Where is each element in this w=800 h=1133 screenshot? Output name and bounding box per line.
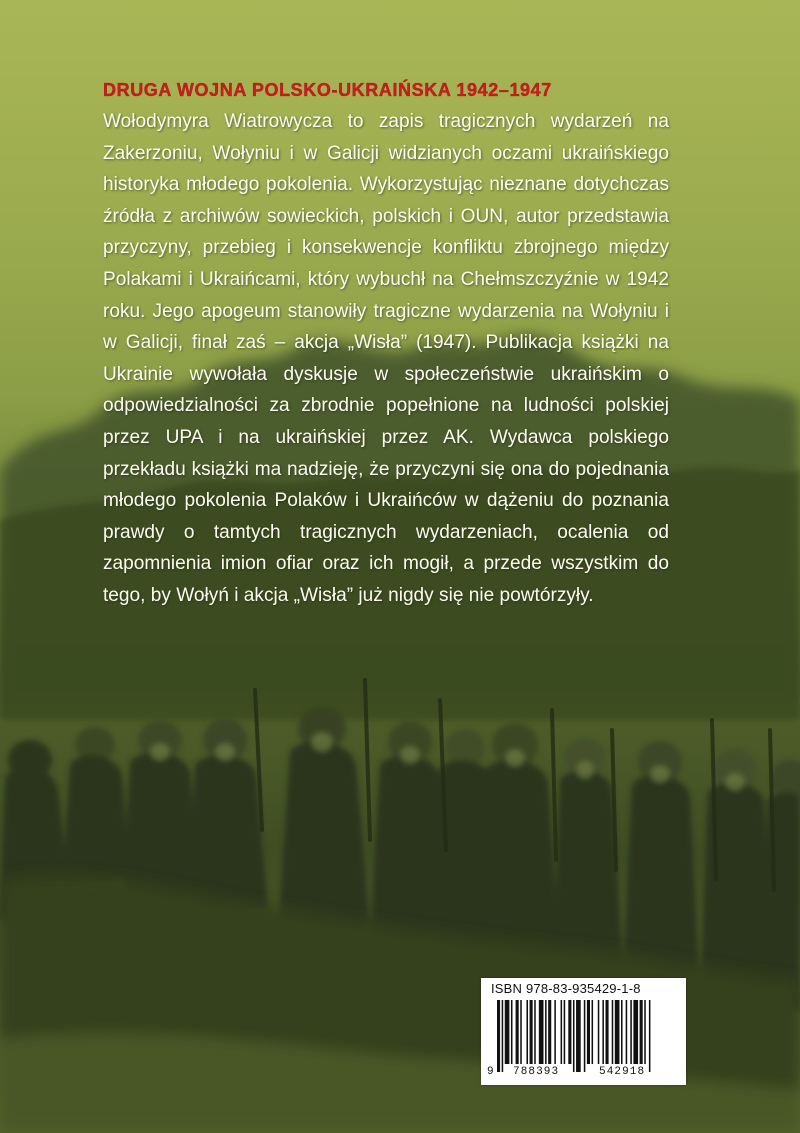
barcode-bars [481, 978, 686, 1085]
barcode-bar [545, 1000, 547, 1064]
barcode-bar [615, 1000, 620, 1064]
barcode-bar [626, 1000, 628, 1064]
barcode-bar [592, 1000, 594, 1064]
barcode-bar [602, 1000, 604, 1064]
barcode-bar [516, 1000, 519, 1064]
barcode-bar [644, 1000, 646, 1064]
barcode-bar [568, 1000, 571, 1064]
barcode-bar [633, 1000, 638, 1064]
barcode-bar [561, 1000, 563, 1064]
barcode-bar [598, 1000, 600, 1064]
barcode-bar [573, 1000, 575, 1072]
isbn-barcode [481, 978, 686, 1085]
barcode-bar [606, 1000, 609, 1064]
barcode-bar [502, 1000, 504, 1072]
barcode-bar [612, 1000, 614, 1064]
barcode-bar [630, 1000, 632, 1064]
barcode-bar [576, 1000, 581, 1072]
barcode-bar [621, 1000, 623, 1064]
blurb-block [103, 78, 669, 612]
barcode-digit-first: 9 [487, 1066, 495, 1078]
barcode-bar [564, 1000, 566, 1064]
barcode-bar [505, 1000, 510, 1064]
barcode-bar [530, 1000, 533, 1064]
barcode-bar [511, 1000, 513, 1064]
barcode-bar [534, 1000, 536, 1064]
barcode-bar [526, 1000, 528, 1064]
barcode-digits-right: 542918 [599, 1066, 646, 1078]
barcode-bar [548, 1000, 551, 1064]
isbn-label: ISBN 978-83-935429-1-8 [491, 981, 641, 996]
blurb-title: DRUGA WOJNA POLSKO-UKRAIŃSKA 1942–1947 [103, 80, 552, 100]
barcode-bar [640, 1000, 643, 1064]
barcode-digits-left: 788393 [513, 1066, 560, 1078]
blurb-text: Wołodymyra Wiatrowycza to zapis tragicznych wydarzeń na Zakerzoniu, Wołyniu i w Galicji widzianych oczami ukraińskiego historyka młodego pokolenia. Wykorzystując nieznane dotychczas źródła z archiwów sowieckich, polskich i OUN, autor przedstawia przyczyny, przebieg i konsekwencje konfliktu zbrojnego między Polakami i Ukraińcami, który wybuchł na Chełmszczyźnie w 1942 roku. Jego apogeum stanowiły tragiczne wydarzenia na Wołyniu i w Galicji, finał zaś – akcja „Wisła” (1947). Publikacja książki na Ukrainie wywołała dyskusje w społeczeństwie ukraińskim o odpowiedzialności za zbrodnie popełnione na ludności polskiej przez UPA i na ukraińskiej przez AK. Wydawca polskiego przekładu książki ma nadzieję, że przyczyni się ona do pojednania młodego pokolenia Polaków i Ukraińców w dążeniu do poznania prawdy o tamtych tragicznych wydarzeniach, ocalenia od zapomnienia imion ofiar oraz ich mogił, a przede wszystkim do tego, by Wołyń i akcja „Wisła” już nigdy się nie powtórzyły. [103, 111, 669, 606]
barcode-bar [554, 1000, 556, 1064]
barcode-bar [520, 1000, 522, 1064]
barcode-bar [497, 1000, 500, 1072]
barcode-bar [649, 1000, 651, 1072]
barcode-bar [587, 1000, 590, 1064]
barcode-bar [539, 1000, 544, 1064]
barcode-bar [584, 1000, 586, 1072]
